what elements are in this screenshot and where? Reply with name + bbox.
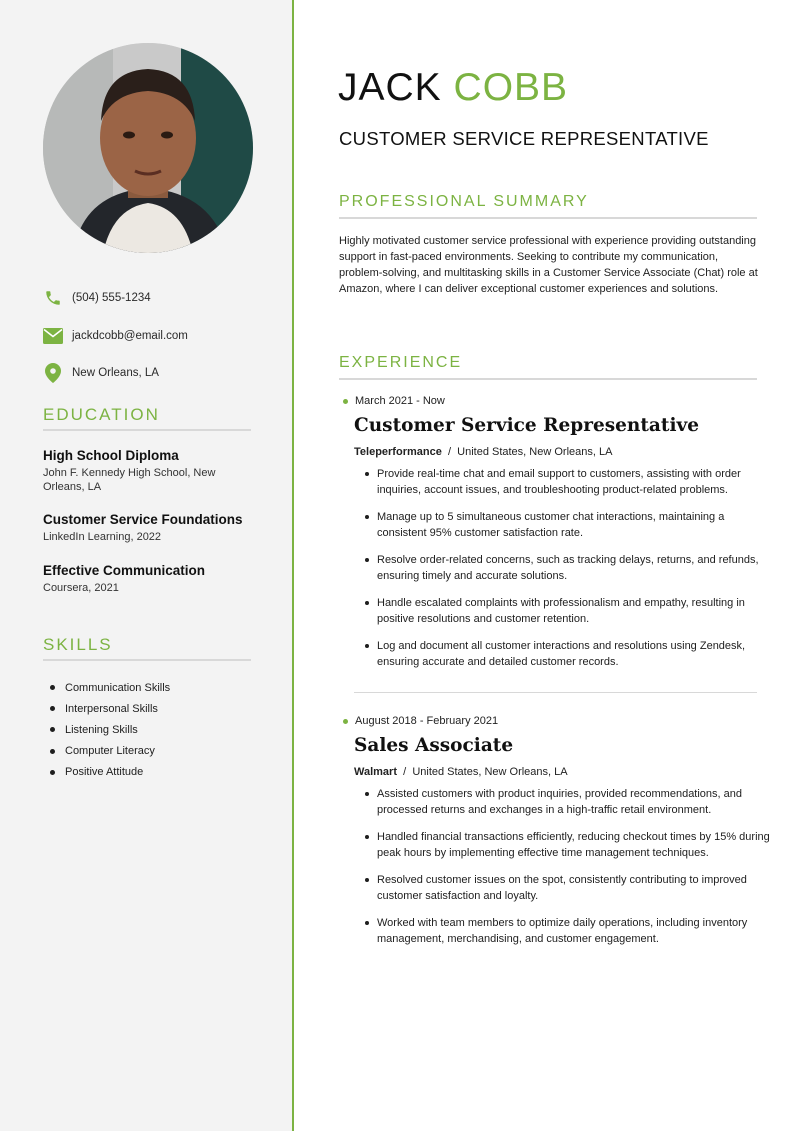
profile-photo	[43, 43, 253, 253]
skill-item: Listening Skills	[50, 719, 170, 740]
job-bullet: Handled financial transactions efficiently, reducing checkout times by 15% during peak hours by implementing effective time management techniques.	[365, 829, 775, 861]
job-bullet: Resolve order-related concerns, such as tracking delays, returns, and refunds, ensuring timely and accurate solutions.	[365, 552, 775, 584]
email-text: jackdcobb@email.com	[72, 330, 188, 342]
profile-photo-illustration	[43, 43, 253, 253]
skill-item: Interpersonal Skills	[50, 698, 170, 719]
phone-icon	[43, 288, 63, 308]
education-title: High School Diploma	[43, 448, 179, 463]
last-name: COBB	[453, 66, 569, 109]
job-bullets	[365, 466, 775, 681]
job-title: Customer Service Representative	[354, 415, 699, 436]
job-bullet: Assisted customers with product inquiries, provided recommendations, and processed returns and exchanges in a high-traffic retail environment.	[365, 786, 775, 818]
job-divider	[354, 692, 757, 693]
sidebar	[0, 0, 294, 1131]
job-title: Sales Associate	[354, 735, 514, 756]
job-bullet: Log and document all customer interactions and resolutions using Zendesk, ensuring accurate and detailed customer records.	[365, 638, 775, 670]
job-bullet: Resolved customer issues on the spot, consistently contributing to improved customer satisfaction and loyalty.	[365, 872, 775, 904]
education-heading: EDUCATION	[43, 405, 251, 431]
education-title: Effective Communication	[43, 563, 206, 578]
job-bullets	[365, 786, 775, 958]
location-text: New Orleans, LA	[72, 367, 159, 379]
job-location: United States, New Orleans, LA	[412, 766, 568, 778]
company-name: Walmart	[354, 766, 397, 778]
company-separator: /	[403, 766, 407, 778]
skills-list	[50, 677, 170, 783]
candidate-name	[338, 66, 568, 110]
job-dates: August 2018 - February 2021	[343, 715, 498, 727]
map-pin-icon	[43, 363, 63, 383]
skills-heading: SKILLS	[43, 635, 251, 661]
education-detail: John F. Kennedy High School, New Orleans, LA	[43, 467, 216, 493]
education-item	[43, 512, 253, 545]
job-bullet: Worked with team members to optimize daily operations, including inventory management, merchandising, and customer engagement.	[365, 915, 775, 947]
skill-item: Positive Attitude	[50, 762, 170, 783]
education-title: Customer Service Foundations	[43, 512, 243, 527]
skill-item: Computer Literacy	[50, 741, 170, 762]
first-name: JACK	[338, 66, 442, 109]
job-company-line	[354, 446, 612, 458]
education-detail: Coursera, 2021	[43, 582, 119, 594]
job-role: CUSTOMER SERVICE REPRESENTATIVE	[339, 128, 709, 149]
contact-location	[43, 363, 159, 383]
job-dates: March 2021 - Now	[343, 395, 445, 407]
company-name: Teleperformance	[354, 446, 442, 458]
education-detail: LinkedIn Learning, 2022	[43, 531, 162, 543]
job-bullet: Manage up to 5 simultaneous customer chat interactions, maintaining a consistent 95% customer satisfaction rate.	[365, 509, 775, 541]
envelope-icon	[43, 326, 63, 346]
job-bullet: Provide real-time chat and email support to customers, assisting with order inquiries, account issues, and troubleshooting product-related problems.	[365, 466, 775, 498]
contact-phone	[43, 288, 151, 308]
phone-text: (504) 555-1234	[72, 292, 151, 304]
experience-heading: EXPERIENCE	[339, 354, 757, 380]
company-separator: /	[447, 446, 452, 458]
job-bullet: Handle escalated complaints with professionalism and empathy, resulting in positive resolutions and customer retention.	[365, 595, 775, 627]
skill-item: Communication Skills	[50, 677, 170, 698]
education-item	[43, 448, 253, 495]
summary-heading: PROFESSIONAL SUMMARY	[339, 193, 757, 219]
summary-text: Highly motivated customer service professional with experience providing outstanding support in fast-paced environments. Seeking to contribute my communication, problem-solving, and multitasking skills in a Customer Service Associate (Chat) role at Amazon, where I can deliver exceptional customer experiences and solutions.	[339, 235, 758, 295]
job-location: United States, New Orleans, LA	[457, 446, 613, 458]
contact-email	[43, 326, 188, 346]
education-item	[43, 563, 253, 596]
job-company-line	[354, 766, 568, 778]
